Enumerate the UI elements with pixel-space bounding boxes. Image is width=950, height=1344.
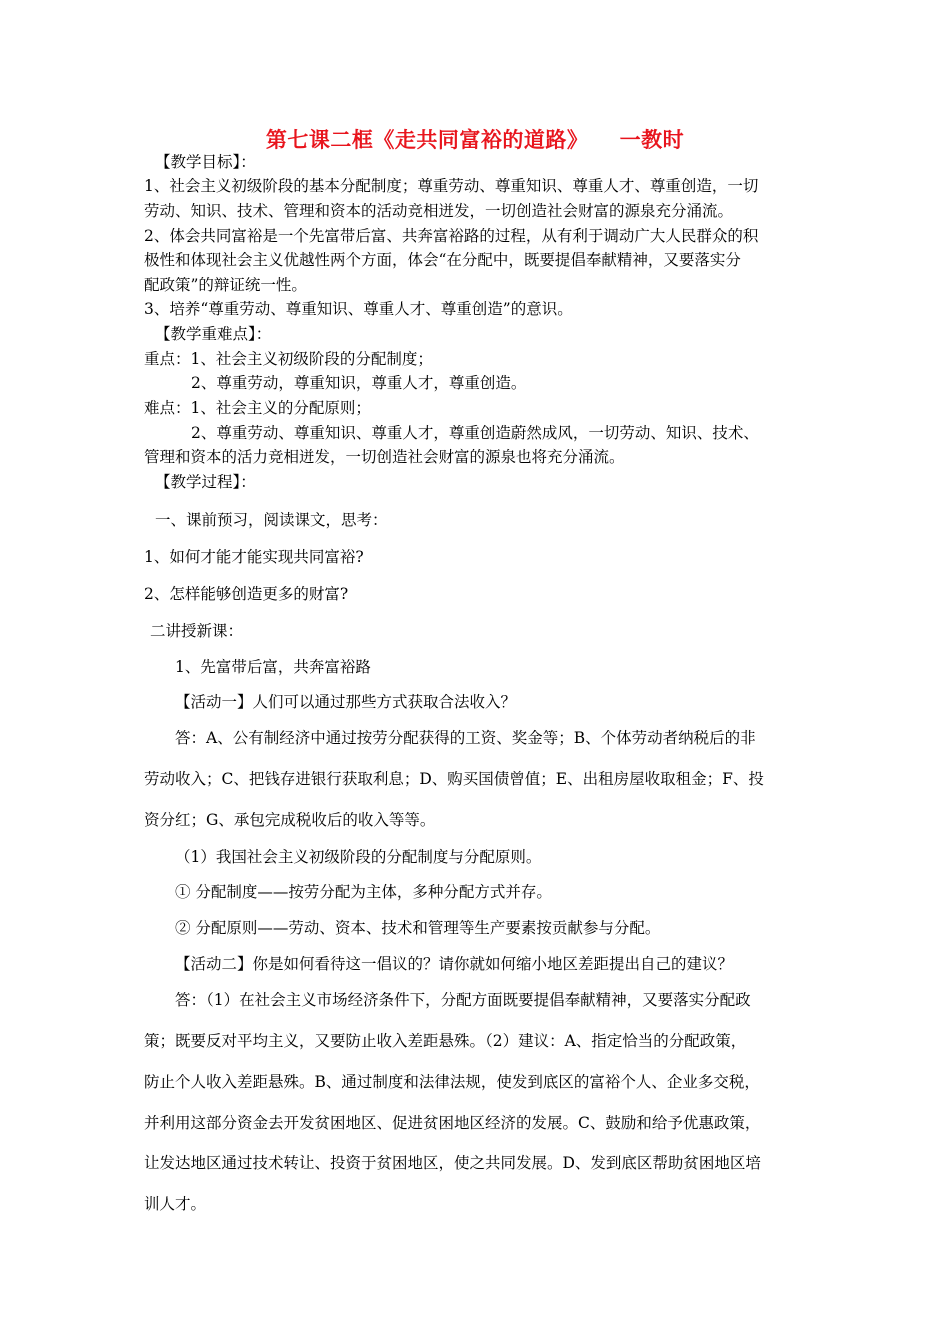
text-line: 资分红；G、承包完成税收后的收入等等。: [144, 811, 436, 829]
text-line: 劳动、知识、技术、管理和资本的活动竞相迸发，一切创造社会财富的源泉充分涌流。: [144, 202, 734, 220]
heading-teaching-goals: 【教学目标】：: [155, 153, 256, 171]
text-line: 1、先富带后富，共奔富裕路: [175, 658, 371, 676]
text-line: 一、课前预习，阅读课文，思考：: [155, 511, 388, 529]
text-line: 【活动二】你是如何看待这一倡议的？请你就如何缩小地区差距提出自己的建议？: [175, 955, 734, 973]
text-line: 2、尊重劳动、尊重知识、尊重人才，尊重创造蔚然成风，一切劳动、知识、技术、: [191, 424, 759, 442]
text-line: （1）我国社会主义初级阶段的分配制度与分配原则。: [175, 848, 542, 866]
text-line: 2、尊重劳动，尊重知识，尊重人才，尊重创造。: [191, 374, 527, 392]
text-line: 答：（1）在社会主义市场经济条件下，分配方面既要提倡奉献精神，又要落实分配政: [175, 991, 751, 1009]
text-line: 配政策”的辩证统一性。: [144, 276, 307, 294]
text-line: 【活动一】人们可以通过那些方式获取合法收入？: [175, 693, 517, 711]
text-line: ② 分配原则——劳动、资本、技术和管理等生产要素按贡献参与分配。: [175, 919, 661, 937]
text-line: 2、体会共同富裕是一个先富带后富、共奔富裕路的过程，从有利于调动广大人民群众的积: [144, 227, 759, 245]
heading-teaching-process: 【教学过程】：: [155, 473, 256, 491]
text-line: 管理和资本的活力竞相迸发，一切创造社会财富的源泉也将充分涌流。: [144, 448, 625, 466]
text-line: 答：A、公有制经济中通过按劳分配获得的工资、奖金等；B、个体劳动者纳税后的非: [175, 729, 756, 747]
text-line: 训人才。: [144, 1195, 207, 1213]
text-line: 让发达地区通过技术转让、投资于贫困地区，使之共同发展。D、发到底区帮助贫困地区培: [144, 1154, 761, 1172]
heading-key-points: 【教学重难点】：: [155, 325, 272, 343]
text-line: 1、社会主义初级阶段的基本分配制度；尊重劳动、尊重知识、尊重人才、尊重创造，一切: [144, 177, 759, 195]
text-line: 二讲授新课：: [150, 622, 244, 640]
text-line: 策；既要反对平均主义，又要防止收入差距悬殊。（2）建议：A、指定恰当的分配政策，: [144, 1032, 747, 1050]
text-line: 并利用这部分资金去开发贫困地区、促进贫困地区经济的发展。C、鼓励和给予优惠政策，: [144, 1114, 761, 1132]
text-line: 2、怎样能够创造更多的财富?: [144, 585, 349, 603]
text-line: 3、培养“尊重劳动、尊重知识、尊重人才、尊重创造”的意识。: [144, 300, 573, 318]
text-line: 重点：1、社会主义初级阶段的分配制度；: [144, 350, 433, 368]
text-line: ① 分配制度——按劳分配为主体，多种分配方式并存。: [175, 883, 552, 901]
text-line: 1、如何才能才能实现共同富裕?: [144, 548, 364, 566]
text-line: 难点：1、社会主义的分配原则；: [144, 399, 371, 417]
text-line: 劳动收入；C、把钱存进银行获取利息；D、购买国债曾值；E、出租房屋收取租金；F、投: [144, 770, 764, 788]
text-line: 极性和体现社会主义优越性两个方面，体会“在分配中，既要提倡奉献精神，又要落实分: [144, 251, 741, 269]
text-line: 防止个人收入差距悬殊。B、通过制度和法律法规，使发到底区的富裕个人、企业多交税，: [144, 1073, 760, 1091]
document-title: 第七课二框《走共同富裕的道路》 一教时: [265, 127, 685, 152]
